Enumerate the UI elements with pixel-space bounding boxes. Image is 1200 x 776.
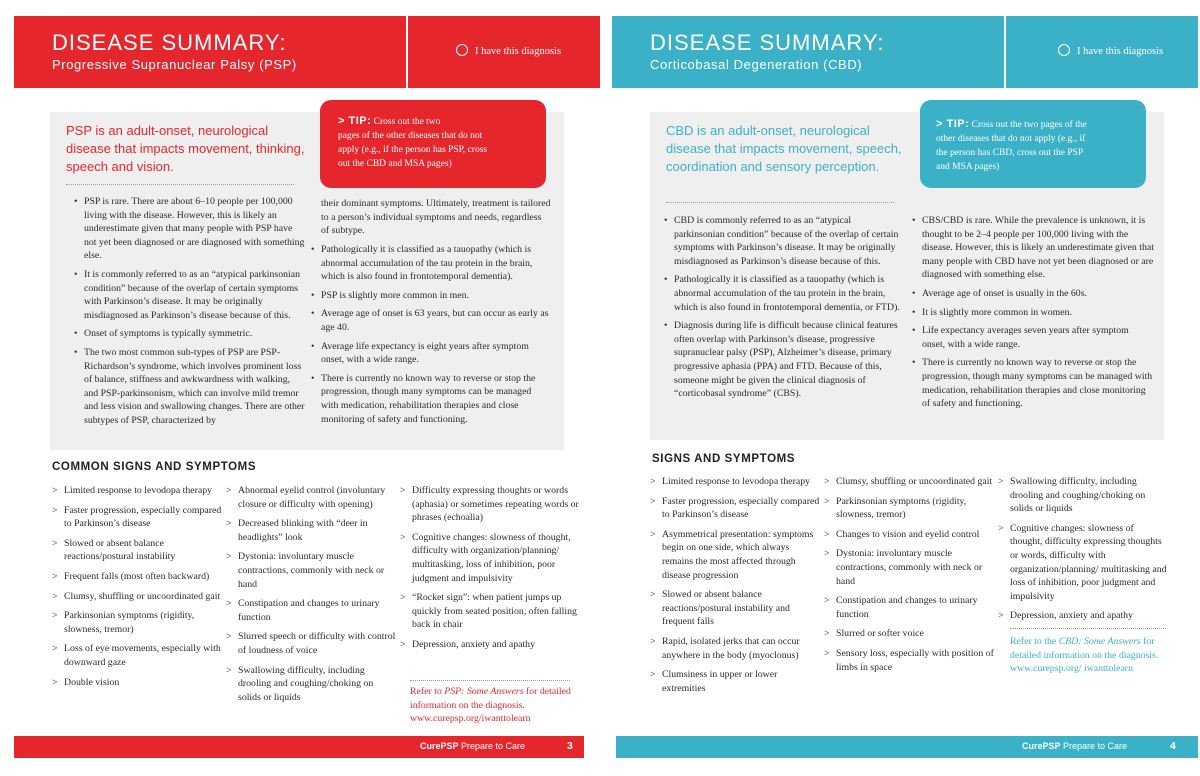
cbd-signs-title: SIGNS AND SYMPTOMS	[652, 453, 796, 465]
psp-signs-title: COMMON SIGNS AND SYMPTOMS	[52, 461, 257, 473]
list-item: • Pathologically it is classified as a tauopathy (which is abnormal accumulation of the tau protein in the brain, which is also found in frontotemporal dementia).	[311, 243, 551, 284]
psp-page-number: 3	[567, 740, 573, 752]
psp-refer-link[interactable]: www.curepsp.org/iwanttolearn	[410, 713, 531, 725]
psp-tip-label: > TIP:	[338, 115, 372, 127]
psp-facts-col2	[311, 243, 551, 431]
psp-facts-continued: their dominant symptoms. Ultimately, treatment is tailored to a person’s individual symptoms and needs, regardless of subtype.	[321, 198, 551, 237]
list-item: > Frequent falls (most often backward)	[52, 570, 222, 584]
cbd-refer-prefix: Refer to the	[1010, 636, 1059, 647]
cbd-refer-suffix: for detailed information on the diagnosis.	[1010, 636, 1159, 661]
psp-footer	[14, 736, 600, 758]
list-item: • Diagnosis during life is difficult because clinical features often overlap with Parkinson’s disease, progressive supranuclear palsy (PSP), Alzheimer’s disease, primary progressive aphasia (PPA) and FTD. Because of this, someone might be given the clinical diagnosis of “corticobasal syndrome” (CBS).	[664, 319, 900, 401]
cbd-refer-title: CBD: Some Answers	[1058, 636, 1141, 647]
psp-refer	[410, 685, 582, 726]
list-item: > Slurred or softer voice	[824, 627, 996, 641]
psp-refer-suffix: for detailed information on the diagnosis.	[410, 686, 571, 711]
list-item: > Dystonia: involuntary muscle contractions, commonly with neck or hand	[226, 550, 398, 591]
psp-footer-tagline: Prepare to Care	[461, 741, 526, 751]
cbd-page-number: 4	[1170, 740, 1176, 752]
list-item: > Limited response to levodopa therapy	[52, 484, 222, 498]
cbd-refer	[1010, 635, 1168, 676]
cbd-footer-brand-name: CurePSP	[1022, 741, 1061, 751]
list-item: > Swallowing difficulty, including drooling and coughing/choking on solids or liquids	[226, 664, 398, 705]
cbd-header-title-block	[612, 16, 1004, 88]
list-item: • Life expectancy averages seven years after symptom onset, with a wide range.	[912, 324, 1154, 351]
cbd-signs-col2	[824, 475, 996, 680]
psp-footer-brand	[420, 741, 525, 751]
psp-signs-col2	[226, 484, 398, 710]
cbd-tip-box	[920, 100, 1146, 188]
psp-header-title: DISEASE SUMMARY:	[52, 30, 287, 55]
psp-diagnosis-label: I have this diagnosis	[475, 46, 562, 57]
list-item: > Faster progression, especially compared to Parkinson’s disease	[650, 495, 820, 522]
list-item: > Limited response to levodopa therapy	[650, 475, 820, 489]
psp-refer-prefix: Refer to	[410, 686, 445, 697]
cbd-tip-label: > TIP:	[936, 118, 970, 130]
cbd-refer-link[interactable]: www.curepsp.org/ iwanttolearn	[1010, 663, 1133, 675]
page-psp	[14, 0, 600, 776]
list-item: • There is currently no known way to reverse or stop the progression, though many symptoms can be managed with medication, rehabilitation therapies and close monitoring of safety and functioning.	[912, 356, 1154, 410]
cbd-diagnosis-label: I have this diagnosis	[1077, 46, 1164, 57]
list-item: > Faster progression, especially compared to Parkinson’s disease	[52, 504, 222, 531]
page-cbd	[612, 0, 1198, 776]
list-item: > Dystonia: involuntary muscle contractions, commonly with neck or hand	[824, 547, 996, 588]
list-item: > Depression, anxiety and apathy	[400, 638, 580, 652]
psp-header-subtitle: Progressive Supranuclear Palsy (PSP)	[52, 57, 297, 72]
cbd-signs-col3	[998, 475, 1168, 629]
list-item: > Difficulty expressing thoughts or words (aphasia) or sometimes repeating words or phrases (echoalia)	[400, 484, 580, 525]
cbd-refer-divider	[1010, 628, 1166, 629]
cbd-tip-line1: Cross out the two pages of the	[971, 120, 1087, 130]
list-item: • Average life expectancy is eight years after symptom onset, with a wide range.	[311, 340, 551, 367]
list-item: > Parkinsonian symptoms (rigidity, slowness, tremor)	[52, 609, 222, 636]
psp-header	[14, 16, 600, 88]
cbd-diagnosis-block	[1006, 16, 1198, 88]
cbd-header-subtitle: Corticobasal Degeneration (CBD)	[650, 57, 863, 72]
psp-tip-line3: apply (e.g., if the person has PSP, cross	[338, 145, 488, 155]
list-item: > Decreased blinking with “deer in headlights” look	[226, 517, 398, 544]
psp-refer-title: PSP: Some Answers	[444, 686, 524, 697]
psp-tip-line1: Cross out the two	[373, 117, 441, 127]
psp-diagnosis-block	[408, 16, 600, 88]
list-item: • It is commonly referred to as an “atypical parkinsonian condition” because of the overlap of certain symptoms with Parkinson’s disease. It may be originally misdiagnosed as Parkinson’s disease because of this.	[74, 268, 306, 322]
circle-checkbox-icon[interactable]	[456, 44, 468, 56]
list-item: • Average age of onset is 63 years, but can occur as early as age 40.	[311, 307, 551, 334]
psp-diagnosis-checkbox[interactable]	[456, 44, 561, 57]
psp-intro: PSP is an adult-onset, neurological disease that impacts movement, thinking, speech and vision.	[66, 123, 305, 174]
list-item: > Clumsiness in upper or lower extremities	[650, 668, 820, 695]
cbd-intro: CBD is an adult-onset, neurological disease that impacts movement, speech, coordination and sensory perception.	[666, 123, 902, 174]
psp-refer-divider	[410, 680, 570, 681]
list-item: • It is slightly more common in women.	[912, 306, 1154, 320]
cbd-signs-col1	[650, 475, 820, 701]
cbd-facts-col1	[664, 214, 900, 406]
cbd-tip-line4: and MSA pages)	[936, 162, 1000, 172]
psp-tip-line2: pages of the other diseases that do not	[338, 131, 483, 141]
list-item: > Slurred speech or difficulty with control of loudness of voice	[226, 630, 398, 657]
list-item: • Onset of symptoms is typically symmetric.	[74, 327, 306, 341]
list-item: • There is currently no known way to reverse or stop the progression, though many symptoms can be managed with medication, rehabilitation therapies and close monitoring of safety and functioning.	[311, 372, 551, 426]
cbd-tip-line2: other diseases that do not apply (e.g., if	[936, 134, 1086, 144]
list-item: • The two most common sub-types of PSP are PSP-Richardson’s syndrome, which involves prominent loss of balance, stiffness and awkwardness with walking, and PSP-parkinsonism, which can involve mild tremor and less vision and swallowing changes. There are other subtypes of PSP, characterized by	[74, 346, 306, 428]
list-item: > Slowed or absent balance reactions/postural instability and frequent falls	[650, 588, 820, 629]
psp-signs-col3	[400, 484, 580, 658]
list-item: • PSP is rare. There are about 6–10 people per 100,000 living with the disease. However, this is likely an underestimate given that many people with PSP have not yet been diagnosed or are diagnosed with something else.	[74, 195, 306, 263]
list-item: • CBD is commonly referred to as an “atypical parkinsonian condition” because of the overlap of certain symptoms with Parkinson’s disease. It may be originally misdiagnosed as Parkinson’s disease because of this.	[664, 214, 900, 268]
list-item: > Parkinsonian symptoms (rigidity, slowness, tremor)	[824, 495, 996, 522]
psp-intro-divider	[66, 184, 294, 185]
circle-checkbox-icon[interactable]	[1058, 44, 1070, 56]
list-item: > Constipation and changes to urinary function	[226, 597, 398, 624]
list-item: > Slowed or absent balance reactions/postural instability	[52, 537, 222, 564]
list-item: > Sensory loss, especially with position of limbs in space	[824, 647, 996, 674]
psp-facts-col1	[74, 195, 306, 433]
list-item: • CBS/CBD is rare. While the prevalence is unknown, it is thought to be 2–4 people per 100,000 living with the disease. However, this is likely an underestimate given that many people with CBD have not yet been diagnosed or are diagnosed with something else.	[912, 214, 1154, 282]
list-item: > “Rocket sign”: when patient jumps up quickly from seated position, often falling back in chair	[400, 591, 580, 632]
list-item: • Average age of onset is usually in the 60s.	[912, 287, 1154, 301]
list-item: > Swallowing difficulty, including drooling and coughing/choking on solids or liquids	[998, 475, 1168, 516]
list-item: • PSP is slightly more common in men.	[311, 289, 551, 303]
list-item: > Clumsy, shuffling or uncoordinated gait	[824, 475, 996, 489]
cbd-header-title: DISEASE SUMMARY:	[650, 30, 885, 55]
list-item: > Changes to vision and eyelid control	[824, 528, 996, 542]
list-item: > Depression, anxiety and apathy	[998, 609, 1168, 623]
cbd-tip-line3: the person has CBD, cross out the PSP	[936, 148, 1084, 158]
psp-signs-col1	[52, 484, 222, 695]
list-item: > Double vision	[52, 676, 222, 690]
list-item: > Cognitive changes: slowness of thought, difficulty with organization/planning/ multitasking, loss of inhibition, poor judgment and impulsivity	[400, 531, 580, 585]
cbd-diagnosis-checkbox[interactable]	[1058, 44, 1163, 57]
list-item: > Loss of eye movements, especially with downward gaze	[52, 642, 222, 669]
list-item: > Clumsy, shuffling or uncoordinated gait	[52, 590, 222, 604]
cbd-intro-divider	[666, 202, 894, 203]
list-item: > Abnormal eyelid control (involuntary closure or difficulty with opening)	[226, 484, 398, 511]
psp-header-title-block	[14, 16, 406, 88]
list-item: > Asymmetrical presentation: symptoms begin on one side, which always remains the most affected through disease progression	[650, 528, 820, 582]
psp-tip-line4: out the CBD and MSA pages)	[338, 159, 452, 169]
list-item: > Constipation and changes to urinary function	[824, 594, 996, 621]
list-item: > Cognitive changes: slowness of thought, difficulty expressing thoughts or words, difficulty with organization/planning/ multitasking and loss of inhibition, poor judgment and impulsivity	[998, 522, 1168, 604]
list-item: > Rapid, isolated jerks that can occur anywhere in the body (myoclonus)	[650, 635, 820, 662]
psp-footer-brand-name: CurePSP	[420, 741, 459, 751]
psp-tip-box	[320, 100, 546, 188]
cbd-facts-col2	[912, 214, 1154, 416]
list-item: • Pathologically it is classified as a tauopathy (which is abnormal accumulation of the tau protein in the brain, which is also found in frontotemporal dementia, or FTD).	[664, 273, 900, 314]
cbd-footer-tagline: Prepare to Care	[1063, 741, 1128, 751]
cbd-header	[612, 16, 1198, 88]
cbd-footer-brand	[1022, 741, 1127, 751]
cbd-footer	[612, 736, 1198, 758]
